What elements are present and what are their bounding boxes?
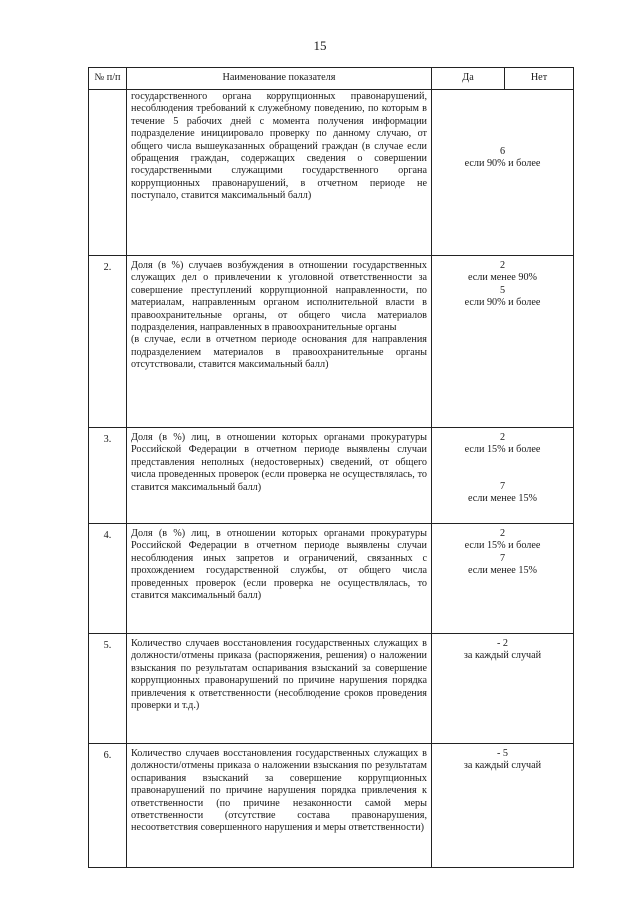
score-condition: если 15% и более — [464, 444, 541, 456]
score-condition: если 90% и более — [464, 158, 541, 170]
indicators-table — [88, 67, 574, 868]
table-row — [89, 634, 574, 744]
row-num: 2. — [89, 256, 127, 428]
row-name: Количество случаев восстановления государственных служащих в должности/отмены приказа (распоряжения, решения) о наложении взыскания по результатам оспаривания взысканий за совершение коррупционных правонарушений по причине нарушения порядка привлечения к ответственности (несоблюдение сроков проведения проверки и т.д.) — [127, 634, 432, 744]
score-condition: если 15% и более — [464, 540, 541, 552]
score-value: 2 — [499, 260, 506, 271]
page-number: 15 — [313, 38, 327, 53]
header-name: Наименование показателя — [127, 68, 432, 90]
score-value: 7 — [499, 480, 506, 492]
row-name: государственного органа коррупционных правонарушений, несоблюдения требований к служебному поведению, по которым в течение 5 рабочих дней с момента получения информации подразделение инициировало проверку по данному случаю, от общего числа вышеуказанных обращений граждан (в случае если обращения граждан, содержащих сведения о совершении государственными служащими государственного органа коррупционных правонарушений, в отчетном периоде не поступало, ставится максимальный балл) — [127, 90, 432, 256]
score-value: 2 — [499, 528, 506, 539]
table-row — [89, 524, 574, 634]
header-yes: Да — [432, 68, 505, 90]
table-row — [89, 744, 574, 868]
row-score — [432, 744, 574, 868]
row-name: Количество случаев восстановления государственных служащих в должности/отмены приказа о наложении взыскания по результатам оспаривания взысканий за совершение коррупционных правонарушений по причине нарушения порядка привлечения к ответственности (по причине незаконности самой меры ответственности (отсутствие состава правонарушения, несоответствия совершенного нарушения и меры ответственности) — [127, 744, 432, 868]
score-value: - 2 — [496, 638, 509, 649]
row-num: 5. — [89, 634, 127, 744]
score-value: 7 — [499, 552, 506, 564]
score-condition: если менее 90% — [467, 272, 538, 284]
row-num — [89, 90, 127, 256]
score-value: 5 — [499, 284, 506, 296]
table-row — [89, 90, 574, 256]
score-condition: если менее 15% — [467, 493, 538, 505]
row-num: 3. — [89, 428, 127, 524]
row-name: Доля (в %) случаев возбуждения в отношении государственных служащих дел о привлечении к уголовной ответственности за совершение преступлений коррупционной направленности, по материалам, направленным органом исполнительной власти в правоохранительные органы, от общего числа материалов подразделения, направленных в правоохранительные органы (в случае, если в отчетном периоде основания для направления подразделением материалов в правоохранительные органы отсутствовали, ставится максимальный балл) — [127, 256, 432, 428]
row-name: Доля (в %) лиц, в отношении которых органами прокуратуры Российской Федерации в отчетном периоде выявлены случаи представления неполных (недостоверных) сведений, от общего числа проведенных проверок (если проверка не осуществлялась, то ставится максимальный балл) — [127, 428, 432, 524]
row-score — [432, 524, 574, 634]
table-row — [89, 428, 574, 524]
row-score — [432, 256, 574, 428]
header-num: № п/п — [89, 68, 127, 90]
row-num: 4. — [89, 524, 127, 634]
score-value: - 5 — [496, 748, 509, 759]
score-condition: за каждый случай — [463, 650, 542, 662]
table-row — [89, 256, 574, 428]
score-value: 6 — [499, 146, 506, 157]
row-score — [432, 90, 574, 256]
header-no: Нет — [505, 68, 574, 90]
row-score — [432, 428, 574, 524]
row-score — [432, 634, 574, 744]
score-value: 2 — [499, 432, 506, 443]
row-num: 6. — [89, 744, 127, 868]
score-condition: если менее 15% — [467, 565, 538, 577]
score-condition: если 90% и более — [464, 297, 541, 309]
row-name: Доля (в %) лиц, в отношении которых органами прокуратуры Российской Федерации в отчетном периоде выявлены случаи несоблюдения иных запретов и ограничений, связанных с прохождением государственной службы, от общего числа проведенных проверок (если проверка не осуществлялась, то ставится максимальный балл) — [127, 524, 432, 634]
table-header-row — [89, 68, 574, 90]
score-condition: за каждый случай — [463, 760, 542, 772]
